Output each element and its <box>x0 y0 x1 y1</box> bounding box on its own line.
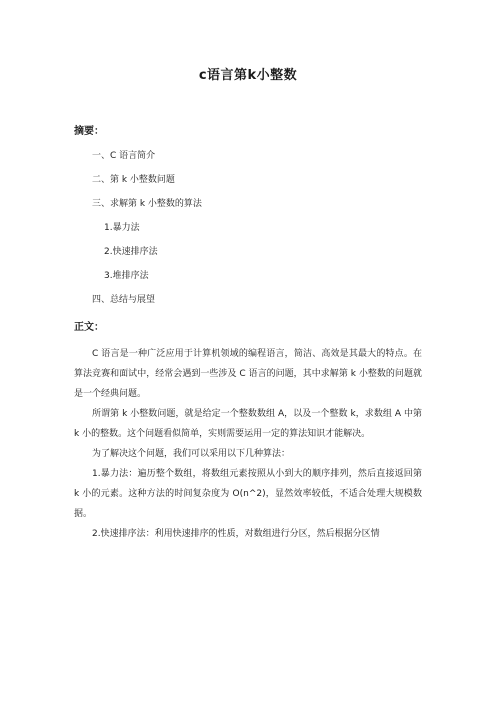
body-paragraph: C 语言是一种广泛应用于计算机领域的编程语言，简洁、高效是其最大的特点。在算法竞赛和面试中，经常会遇到一些涉及 C 语言的问题，其中求解第 k 小整数的问题就是一个经典问题。 <box>74 349 422 399</box>
body-paragraph: 1.暴力法：遍历整个数组，将数组元素按照从小到大的顺序排列，然后直接返回第 k 小的元素。这种方法的时间复杂度为 O(n^2)，显然效率较低，不适合处理大规模数据。 <box>74 469 422 519</box>
toc-item: 二、第 k 小整数问题 <box>92 175 175 185</box>
body-paragraph: 2.快速排序法：利用快速排序的性质，对数组进行分区，然后根据分区情 <box>92 529 380 539</box>
body-text <box>74 344 422 544</box>
toc-subitem: 3.堆排序法 <box>104 271 149 281</box>
abstract-label: 摘要： <box>74 126 104 137</box>
body-paragraph: 所谓第 k 小整数问题，就是给定一个整数数组 A，以及一个整数 k，求数组 A 中第 k 小的整数。这个问题看似简单，实则需要运用一定的算法知识才能解决。 <box>74 409 422 439</box>
toc-item: 一、C 语言简介 <box>92 151 156 161</box>
body-paragraph: 为了解决这个问题，我们可以采用以下几种算法： <box>92 449 291 459</box>
toc-subitem: 2.快速排序法 <box>104 247 158 257</box>
toc-item: 三、求解第 k 小整数的算法 <box>92 199 202 209</box>
toc-subitem: 1.暴力法 <box>104 223 140 233</box>
body-label: 正文： <box>74 322 104 333</box>
document-title: c语言第k小整数 <box>198 68 298 83</box>
toc-item: 四、总结与展望 <box>92 295 156 305</box>
